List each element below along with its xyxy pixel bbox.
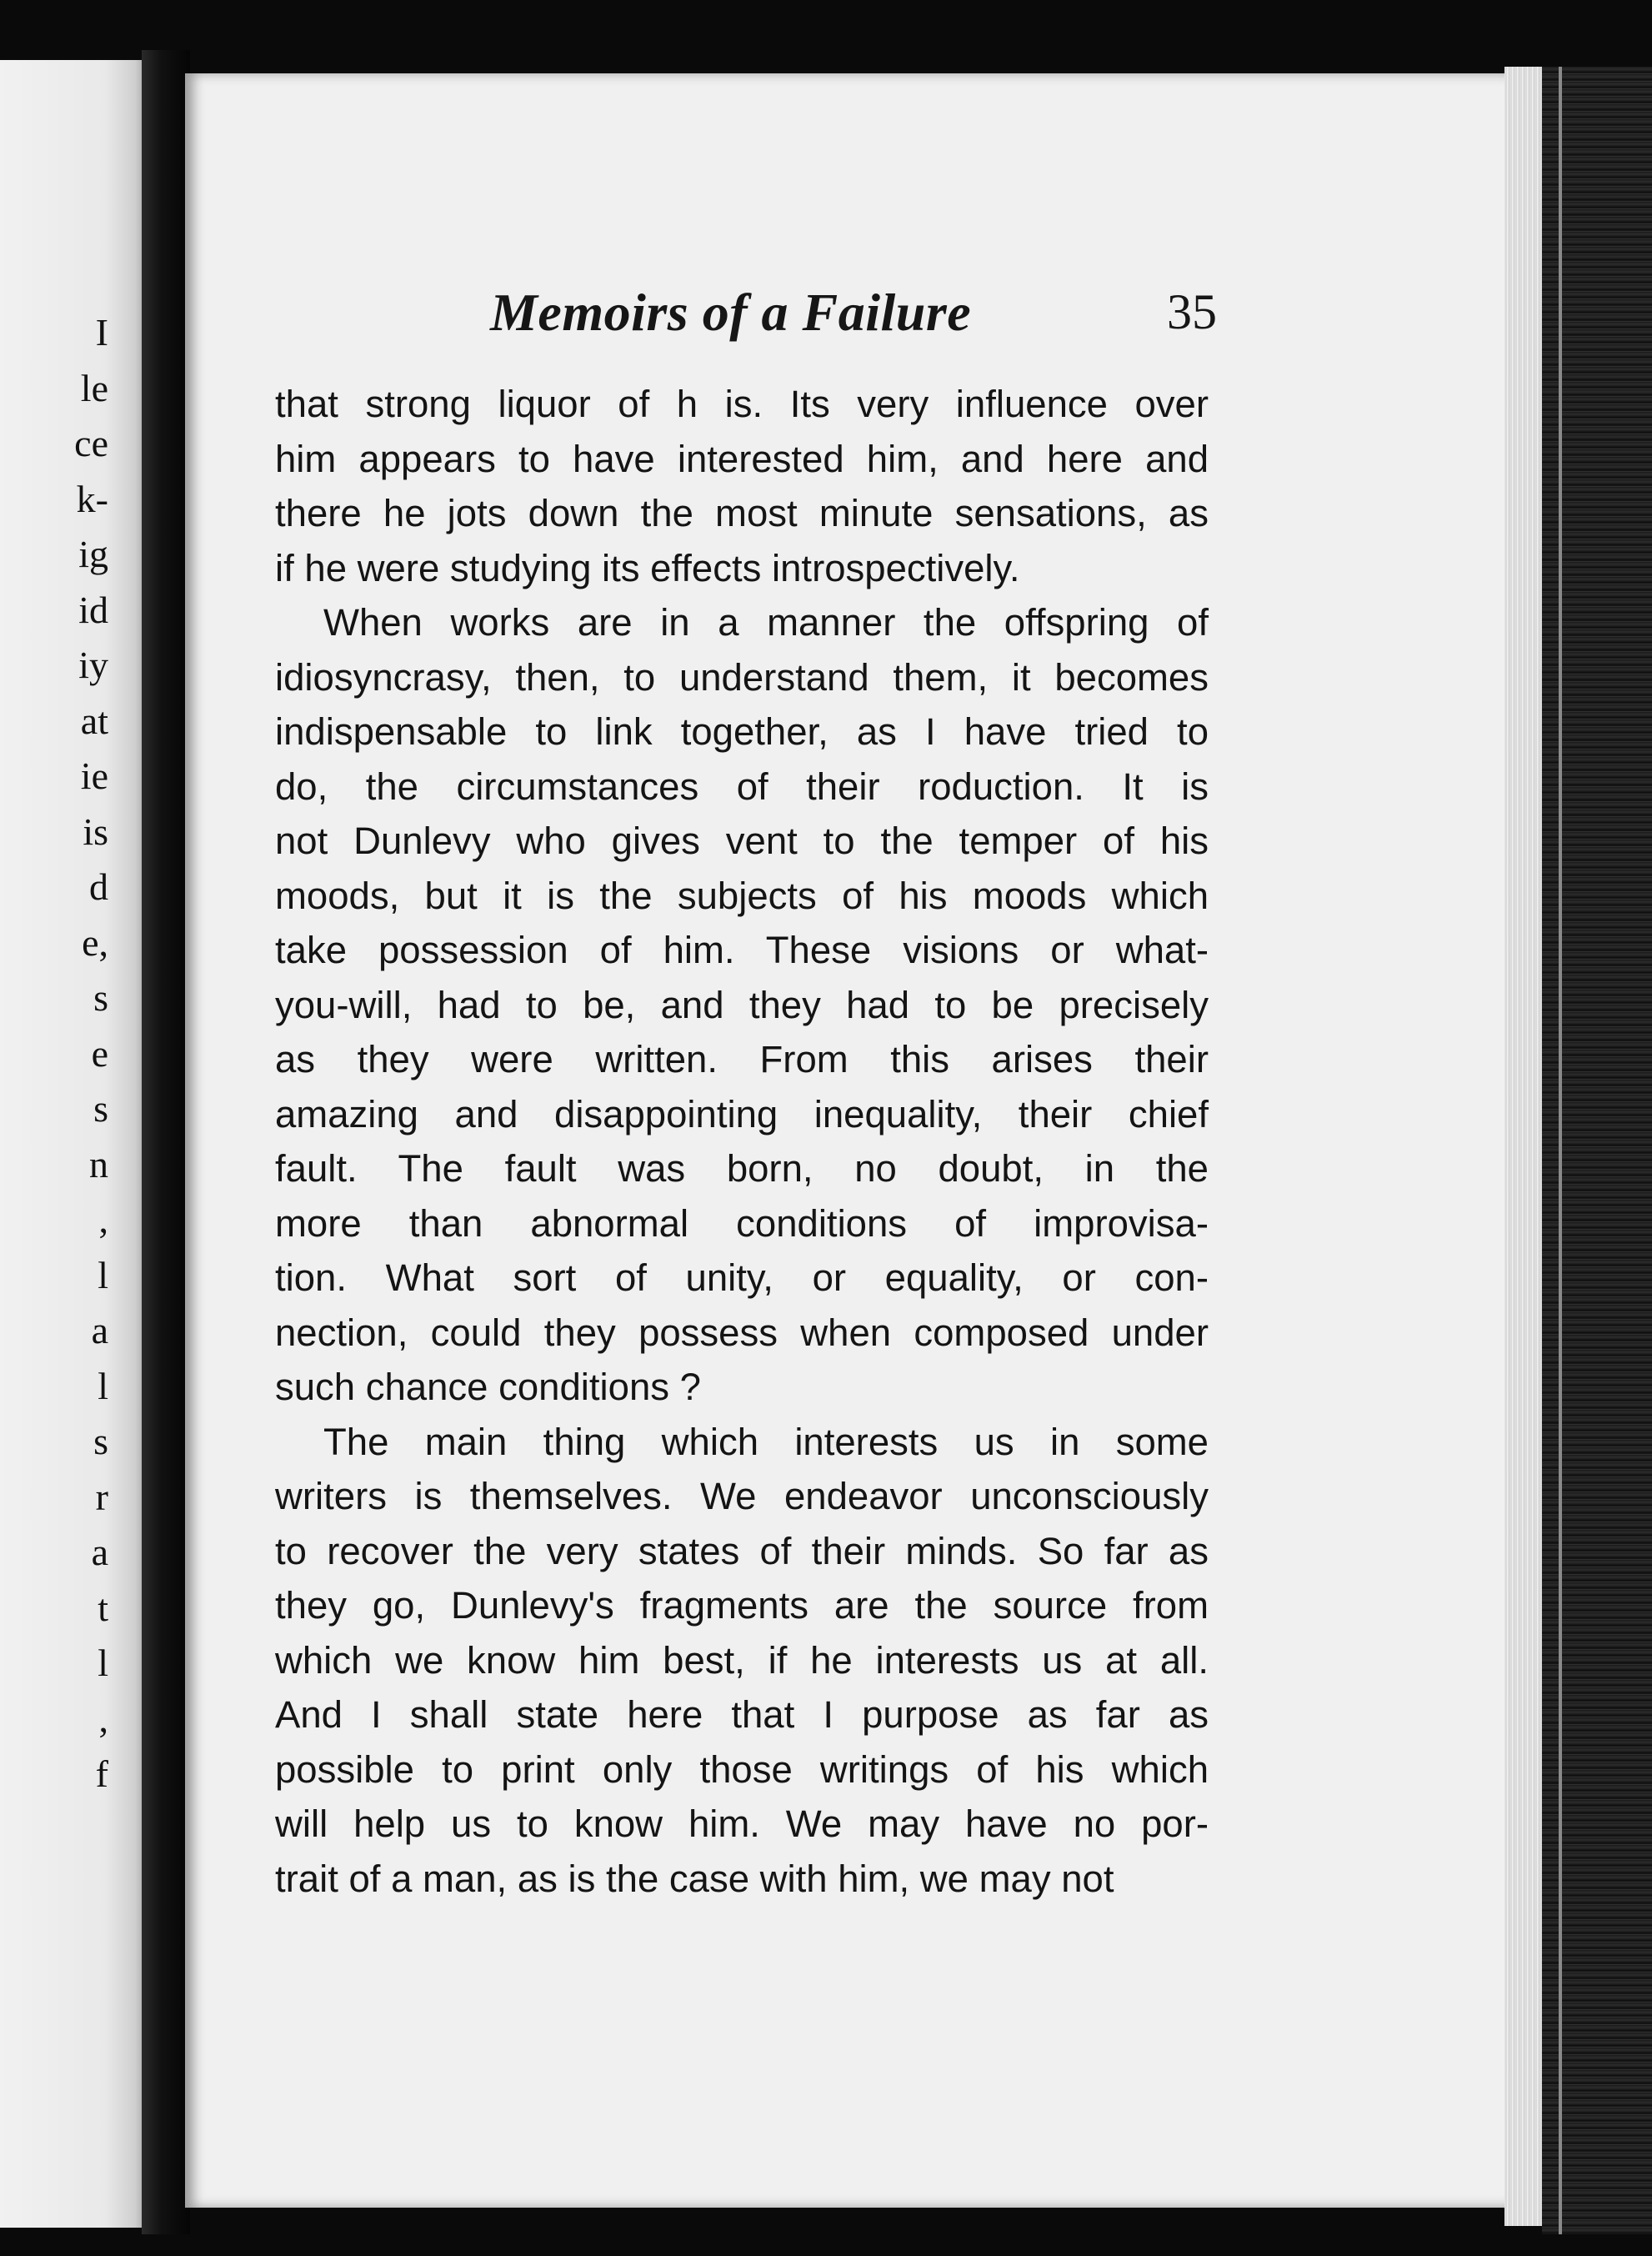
facing-page-fragment: s bbox=[93, 1420, 108, 1462]
facing-page-fragment: k- bbox=[76, 477, 108, 520]
text-line: not Dunlevy who gives vent to the temper of his bbox=[275, 820, 1209, 862]
text-line: such chance conditions ? bbox=[275, 1366, 701, 1408]
facing-page-fragment: is bbox=[83, 810, 108, 853]
left-facing-page bbox=[0, 60, 150, 2228]
facing-page-fragment: l bbox=[98, 1364, 108, 1407]
text-line: him appears to have interested him, and here and bbox=[275, 437, 1209, 480]
facing-page-fragment: I bbox=[95, 311, 108, 353]
facing-page-fragment: l bbox=[98, 1642, 108, 1684]
facing-page-fragment: ie bbox=[80, 755, 108, 797]
text-line: more than abnormal conditions of improvisa- bbox=[275, 1201, 1209, 1245]
page-number: 35 bbox=[1167, 284, 1217, 339]
text-line: And I shall state here that I purpose as far as bbox=[275, 1693, 1209, 1736]
text-line: that strong liquor of h is. Its very influence over bbox=[275, 383, 1209, 425]
text-line: nection, could they possess when composed under bbox=[275, 1311, 1209, 1354]
text-line: do, the circumstances of their roduction. It is bbox=[275, 765, 1209, 808]
text-line: they go, Dunlevy's fragments are the source from bbox=[275, 1584, 1209, 1627]
facing-page-fragment: iy bbox=[78, 644, 108, 686]
facing-page-fragment: r bbox=[95, 1475, 108, 1518]
facing-page-fragment: le bbox=[80, 366, 108, 409]
text-line: When works are in a manner the offspring of bbox=[323, 601, 1209, 644]
running-title: Memoirs of a Failure bbox=[490, 283, 972, 342]
facing-page-fragment: l bbox=[98, 1253, 108, 1296]
facing-page-fragment: , bbox=[98, 1198, 108, 1241]
text-line: amazing and disappointing inequality, their chief bbox=[275, 1092, 1209, 1136]
facing-page-fragment: e, bbox=[82, 920, 108, 964]
text-line: tion. What sort of unity, or equality, or con- bbox=[275, 1256, 1209, 1299]
text-line: there he jots down the most minute sensations, as bbox=[275, 492, 1209, 534]
text-line: if he were studying its effects introspectively. bbox=[275, 546, 1020, 589]
text-line: which we know him best, if he interests us at all. bbox=[275, 1638, 1209, 1682]
facing-page-fragment: a bbox=[91, 1309, 108, 1351]
text-line: possible to print only those writings of his which bbox=[275, 1747, 1209, 1791]
text-line: idiosyncrasy, then, to understand them, it becomes bbox=[275, 655, 1209, 699]
facing-page-fragment: , bbox=[98, 1697, 108, 1740]
facing-page-fragment: ce bbox=[74, 422, 108, 464]
facing-page-fragment: id bbox=[78, 588, 108, 631]
facing-page-fragment: t bbox=[98, 1586, 108, 1629]
facing-page-fragment: d bbox=[89, 865, 108, 908]
facing-page-fragment: ig bbox=[78, 533, 108, 575]
facing-page-fragment: s bbox=[93, 976, 108, 1019]
text-line: as they were written. From this arises their bbox=[275, 1038, 1209, 1080]
text-line: trait of a man, as is the case with him, we may not bbox=[275, 1857, 1114, 1900]
facing-page-fragment: n bbox=[89, 1142, 108, 1186]
text-line: indispensable to link together, as I have tried to bbox=[275, 710, 1209, 753]
facing-page-fragment: at bbox=[80, 699, 108, 742]
facing-page-fragment: f bbox=[95, 1752, 108, 1795]
text-line: writers is themselves. We endeavor unconsciously bbox=[275, 1475, 1209, 1517]
facing-page-fragment: e bbox=[91, 1031, 108, 1075]
text-line: moods, but it is the subjects of his moods which bbox=[275, 874, 1209, 917]
text-line: fault. The fault was born, no doubt, in the bbox=[275, 1147, 1209, 1190]
text-line: will help us to know him. We may have no por- bbox=[275, 1802, 1209, 1845]
facing-page-fragment: a bbox=[91, 1531, 108, 1573]
body-text bbox=[275, 377, 1209, 1906]
book-gutter bbox=[142, 50, 190, 2234]
text-line: take possession of him. These visions or what- bbox=[275, 929, 1209, 971]
text-line: you-will, had to be, and they had to be precisely bbox=[275, 983, 1209, 1026]
facing-page-fragment: s bbox=[93, 1087, 108, 1130]
text-line: to recover the very states of their minds. So far as bbox=[275, 1529, 1209, 1572]
text-line: The main thing which interests us in some bbox=[323, 1420, 1209, 1463]
book-cover-edge bbox=[1542, 67, 1652, 2234]
